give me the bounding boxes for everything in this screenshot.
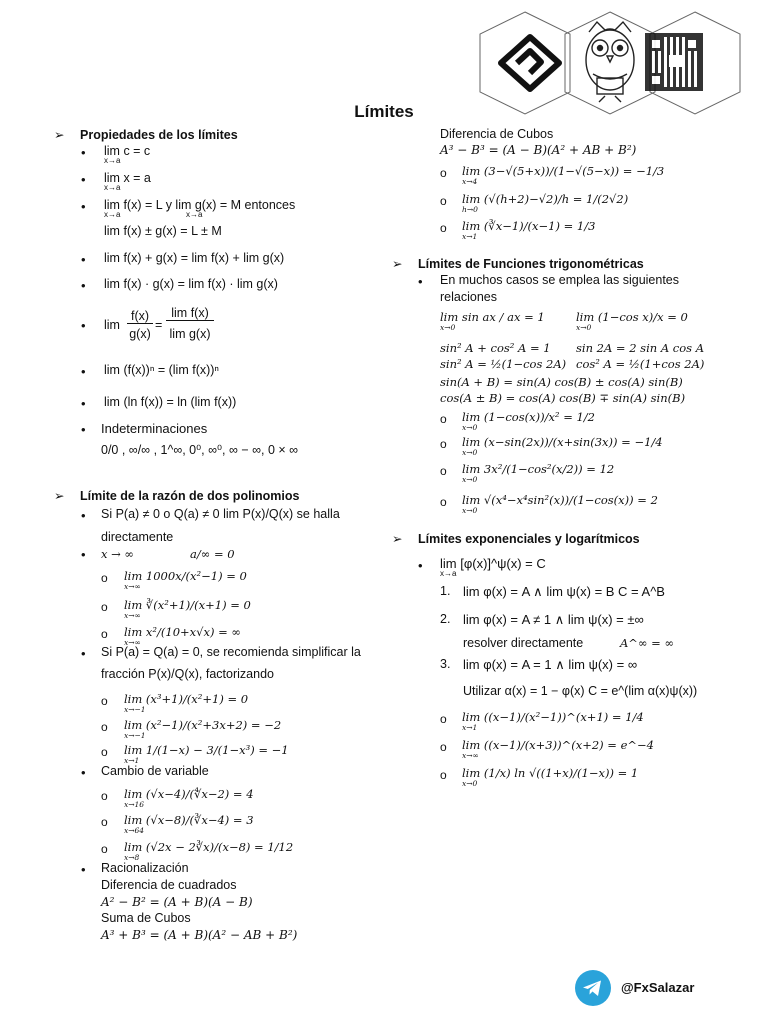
example-limit: lim √(x⁴−x⁴sin²(x))/(1−cos(x)) = 2 <box>462 493 658 507</box>
rule-direct: Si P(a) ≠ 0 o Q(a) ≠ 0 lim P(x)/Q(x) se halla <box>101 507 340 521</box>
bullet: • <box>81 172 86 187</box>
owl-mascot-icon <box>577 18 643 108</box>
bullet: • <box>81 765 86 780</box>
bullet: • <box>81 547 86 562</box>
example-limit: lim 1000x/(x²−1) = 0 <box>124 569 247 583</box>
page-title: Límites <box>354 102 414 121</box>
rule-infinity: x → ∞ <box>101 547 135 561</box>
bullet: • <box>81 862 86 877</box>
section-heading-trig: ➢ Límites de Funciones trigonométricas <box>392 257 644 271</box>
case-number: 2. <box>440 612 451 626</box>
difference-of-squares-label: Diferencia de cuadrados <box>101 878 237 892</box>
sub-bullet: o <box>440 437 447 451</box>
example-limit: lim x²/(10+x√x) = ∞ <box>124 625 241 639</box>
example-limit: lim (1/x) ln √((1+x)/(1−x)) = 1 <box>462 766 639 780</box>
example-limit: lim (√2x − 2∛x)/(x−8) = 1/12 <box>124 840 294 854</box>
limit-subscript: x→0 <box>440 323 456 332</box>
indeterminations-forms: 0/0 , ∞/∞ , 1^∞, 0⁰, ∞⁰, ∞ − ∞, 0 × ∞ <box>101 443 299 457</box>
property-quotient-lim: lim <box>104 318 120 332</box>
trig-identity: cos(A ± B) = cos(A) cos(B) ∓ sin(A) sin(B) <box>440 391 686 405</box>
trig-identity: lim (1−cos x)/x = 0 <box>576 310 688 324</box>
trig-identity: cos² A = ½(1+cos 2A) <box>576 357 705 371</box>
example-limit: lim ((x−1)/(x+3))^(x+2) = e^−4 <box>462 738 654 752</box>
limit-subscript: x→a <box>104 156 121 165</box>
limit-subscript: x→0 <box>462 475 478 484</box>
bullet: • <box>81 199 86 214</box>
property-log: lim (ln f(x)) = ln (lim f(x)) <box>104 395 237 409</box>
section-heading-exponential: ➢ Límites exponenciales y logarítmicos <box>392 532 640 546</box>
sub-bullet: o <box>101 789 108 803</box>
bullet: • <box>418 274 423 289</box>
change-of-variable-label: Cambio de variable <box>101 764 209 778</box>
case-number: 3. <box>440 657 451 671</box>
example-limit: lim (1−cos(x))/x² = 1/2 <box>462 410 595 424</box>
sum-of-cubes-formula: A³ + B³ = (A + B)(A² − AB + B²) <box>101 928 298 942</box>
example-limit: lim (x²−1)/(x²+3x+2) = −2 <box>124 718 282 732</box>
bullet: • <box>81 422 86 437</box>
sub-bullet: o <box>440 221 447 235</box>
rule-direct-cont: directamente <box>101 530 174 544</box>
sub-bullet: o <box>440 464 447 478</box>
limit-subscript: x→−1 <box>124 731 146 740</box>
sub-bullet: o <box>101 694 108 708</box>
trig-identity: sin² A = ½(1−cos 2A) <box>440 357 567 371</box>
exp-case-note: resolver directamente <box>463 636 584 650</box>
difference-of-cubes-formula: A³ − B³ = (A − B)(A² + AB + B²) <box>440 143 637 157</box>
example-limit: lim (√(h+2)−√2)/h = 1/(2√2) <box>462 192 629 206</box>
exp-case-result: A^∞ = ∞ <box>620 636 675 650</box>
trig-identity: sin(A + B) = sin(A) cos(B) ± cos(A) sin(B) <box>440 375 683 389</box>
section-heading-polynomials: ➢ Límite de la razón de dos polinomios <box>54 489 300 503</box>
limit-subscript: x→0 <box>462 779 478 788</box>
rule-factorize-cont: fracción P(x)/Q(x), factorizando <box>101 667 274 681</box>
limit-subscript: x→1 <box>462 723 478 732</box>
limit-subscript: x→−1 <box>124 705 146 714</box>
bullet: • <box>81 318 86 333</box>
example-limit: lim 3x²/(1−cos²(x/2)) = 12 <box>462 462 615 476</box>
sub-bullet: o <box>101 600 108 614</box>
logo-icon <box>495 33 565 93</box>
exp-limit-form: lim [φ(x)]^ψ(x) = C <box>440 556 546 571</box>
example-limit: lim ∛(x²+1)/(x+1) = 0 <box>124 598 251 612</box>
rationalization-label: Racionalización <box>101 861 189 875</box>
trig-identity: sin² A + cos² A = 1 <box>440 341 551 355</box>
trig-identity: sin 2A = 2 sin A cos A <box>576 341 705 355</box>
quotient-numerator: f(x) <box>127 309 153 324</box>
example-limit: lim (x−sin(2x))/(x+sin(3x)) = −1/4 <box>462 435 663 449</box>
example-limit: lim (x³+1)/(x²+1) = 0 <box>124 692 249 706</box>
limit-subscript: x→∞ <box>462 751 479 760</box>
exp-case: lim φ(x) = A ≠ 1 ∧ lim ψ(x) = ±∞ <box>463 612 644 627</box>
sub-bullet: o <box>440 495 447 509</box>
limit-subscript: x→∞ <box>124 638 141 647</box>
property-sum: lim f(x) + g(x) = lim f(x) + lim g(x) <box>104 251 285 265</box>
limit-subscript: x→16 <box>124 800 145 809</box>
limit-subscript: x→a <box>104 210 121 219</box>
property-product: lim f(x) · g(x) = lim f(x) · lim g(x) <box>104 277 278 291</box>
indeterminations-label: Indeterminaciones <box>101 421 208 436</box>
property-identity: lim x = a <box>104 171 151 185</box>
rule-factorize: Si P(a) = Q(a) = 0, se recomienda simplificar la <box>101 645 361 659</box>
bullet: • <box>81 145 86 160</box>
sub-bullet: o <box>440 412 447 426</box>
sub-bullet: o <box>440 768 447 782</box>
bullet: • <box>81 508 86 523</box>
exp-case: lim φ(x) = A ∧ lim ψ(x) = B C = A^B <box>463 584 665 599</box>
case-number: 1. <box>440 584 451 598</box>
limit-subscript: x→0 <box>576 323 592 332</box>
trig-identity: lim sin ax / ax = 1 <box>440 310 545 324</box>
property-constant: lim c = c <box>104 144 151 158</box>
telegram-handle-link[interactable] <box>575 970 735 1006</box>
example-limit: lim (∛x−1)/(x−1) = 1/3 <box>462 219 596 233</box>
trig-intro-cont: relaciones <box>440 290 497 304</box>
exp-case: lim φ(x) = A = 1 ∧ lim ψ(x) = ∞ <box>463 657 638 672</box>
limit-subscript: x→0 <box>462 506 478 515</box>
sub-bullet: o <box>440 740 447 754</box>
sub-bullet: o <box>101 627 108 641</box>
telegram-icon <box>575 970 611 1006</box>
trig-intro: En muchos casos se emplea las siguientes <box>440 273 680 287</box>
example-limit: lim ((x−1)/(x²−1))^(x+1) = 1/4 <box>462 710 644 724</box>
bullet: • <box>81 396 86 411</box>
qr-code-image <box>645 33 703 91</box>
bullet: • <box>81 364 86 379</box>
limit-subscript: x→1 <box>124 756 140 765</box>
quotient-lim-denominator: lim g(x) <box>169 327 211 341</box>
limit-subscript: x→∞ <box>124 611 141 620</box>
sum-of-cubes-label: Suma de Cubos <box>101 911 191 925</box>
sub-bullet: o <box>440 712 447 726</box>
limit-subscript: x→4 <box>462 177 478 186</box>
limit-subscript: x→∞ <box>124 582 141 591</box>
property-sum-diff: lim f(x) ± g(x) = L ± M <box>104 224 222 238</box>
limit-subscript: h→0 <box>462 205 478 214</box>
equals-sign: = <box>155 318 163 332</box>
limit-subscript: x→1 <box>462 232 478 241</box>
section-heading-properties: ➢ Propiedades de los límites <box>54 128 238 142</box>
sub-bullet: o <box>101 571 108 585</box>
bullet: • <box>81 646 86 661</box>
quotient-lim-numerator: lim f(x) <box>166 306 214 321</box>
limit-subscript: x→a <box>440 569 457 578</box>
limit-subscript: x→a <box>104 183 121 192</box>
rule-infinity-result: a/∞ = 0 <box>190 547 235 561</box>
bullet: • <box>81 252 86 267</box>
difference-of-squares-formula: A² − B² = (A + B)(A − B) <box>101 895 253 909</box>
difference-of-cubes-label: Diferencia de Cubos <box>440 127 554 141</box>
example-limit: lim (√x−8)/(∛x−4) = 3 <box>124 813 254 827</box>
quotient-denominator: g(x) <box>129 327 151 341</box>
limit-subscript: x→0 <box>462 423 478 432</box>
bullet: • <box>418 558 423 573</box>
limit-subscript: x→8 <box>124 853 140 862</box>
sub-bullet: o <box>101 720 108 734</box>
bullet: • <box>81 278 86 293</box>
exp-case-note: Utilizar α(x) = 1 − φ(x) C = e^(lim α(x)ψ(x)) <box>463 684 698 698</box>
example-limit: lim (3−√(5+x))/(1−√(5−x)) = −1/3 <box>462 164 665 178</box>
property-power: lim (f(x))ⁿ = (lim f(x))ⁿ <box>104 363 219 377</box>
sub-bullet: o <box>440 194 447 208</box>
limit-subscript: x→a <box>186 210 203 219</box>
limit-subscript: x→0 <box>462 448 478 457</box>
property-given: lim f(x) = L y lim g(x) = M entonces <box>104 198 296 212</box>
example-limit: lim 1/(1−x) − 3/(1−x³) = −1 <box>124 743 289 757</box>
sub-bullet: o <box>101 842 108 856</box>
sub-bullet: o <box>101 815 108 829</box>
example-limit: lim (√x−4)/(∜x−2) = 4 <box>124 787 254 801</box>
sub-bullet: o <box>101 745 108 759</box>
sub-bullet: o <box>440 166 447 180</box>
telegram-handle: @FxSalazar <box>621 980 695 995</box>
limit-subscript: x→64 <box>124 826 145 835</box>
